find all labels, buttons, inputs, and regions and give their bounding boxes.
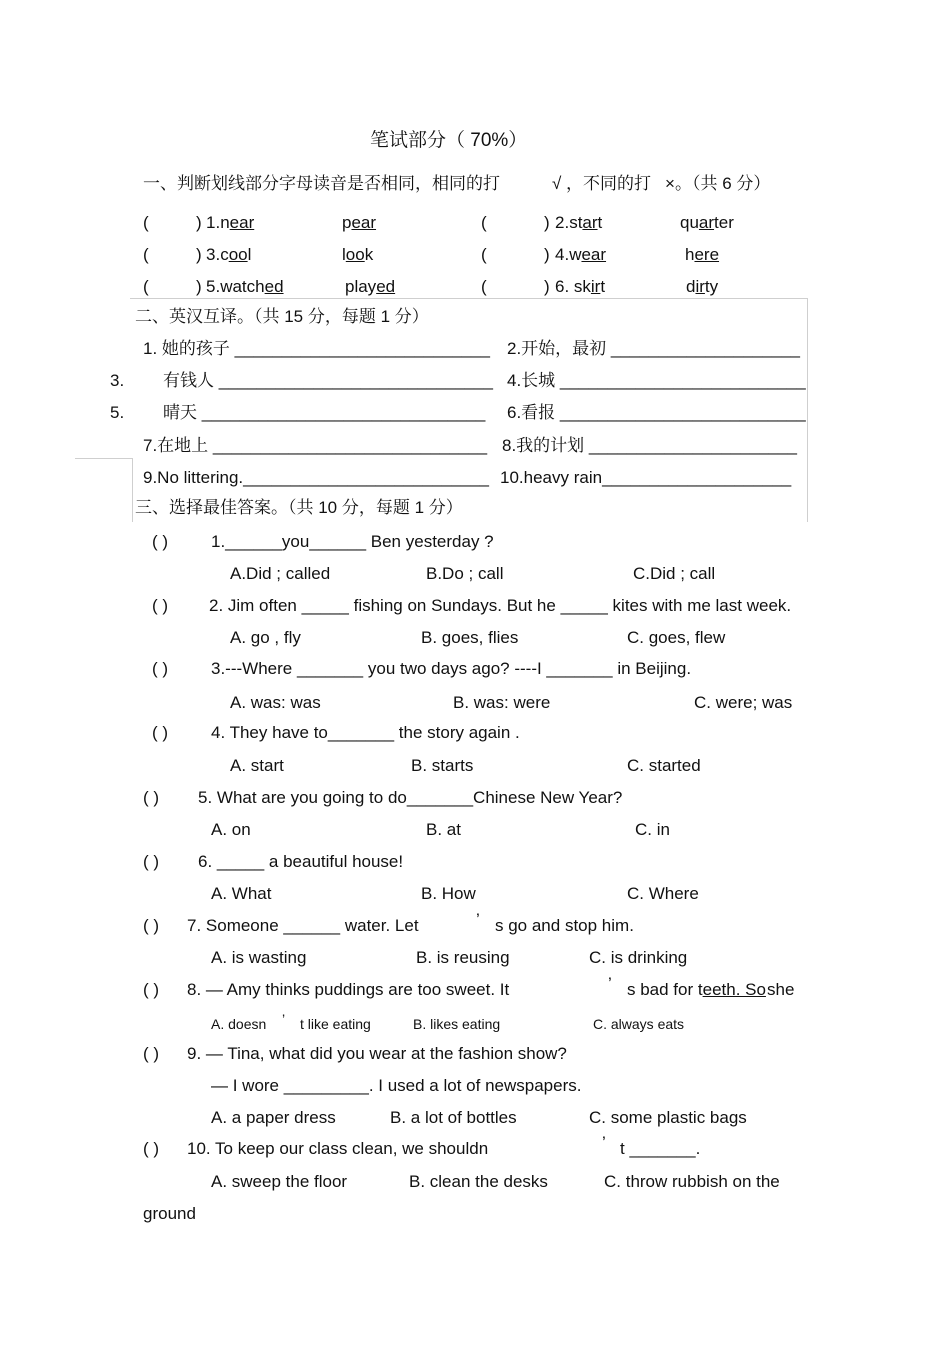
- q2-option-c[interactable]: C. goes, flew: [627, 628, 726, 647]
- q1-option-c[interactable]: C.Did ; call: [633, 564, 716, 583]
- item-3-word-a: 3.cool: [206, 245, 252, 264]
- q10-option-a[interactable]: A. sweep the floor: [211, 1172, 348, 1191]
- answer-paren[interactable]: (: [143, 213, 149, 232]
- answer-paren[interactable]: (: [481, 245, 487, 264]
- q4-option-a[interactable]: A. start: [230, 756, 284, 775]
- scan-line: [132, 458, 133, 522]
- answer-paren[interactable]: ( ): [143, 980, 160, 999]
- q9-option-b[interactable]: B. a lot of bottles: [390, 1108, 517, 1127]
- q4-option-b[interactable]: B. starts: [411, 756, 474, 775]
- scan-line: [75, 458, 133, 459]
- item-2-word-b: quarter: [680, 213, 734, 232]
- apostrophe: ’: [476, 910, 480, 929]
- question-10-cont: t _______.: [620, 1139, 701, 1158]
- translate-item-9[interactable]: 9.No littering.__________________________: [143, 468, 489, 487]
- question-9: 9. — Tina, what did you wear at the fashion show?: [187, 1044, 567, 1063]
- translate-item-2[interactable]: 2.开始，最初 ____________________: [507, 339, 800, 358]
- translate-item-10[interactable]: 10.heavy rain____________________: [500, 468, 792, 487]
- page-title: 笔试部分（ 70%）: [370, 130, 528, 151]
- q8-option-b[interactable]: B. likes eating: [413, 1016, 501, 1032]
- q8-option-a[interactable]: A. doesn: [211, 1016, 267, 1032]
- answer-paren[interactable]: ( ): [143, 1139, 160, 1158]
- answer-paren[interactable]: ( ): [143, 1044, 160, 1063]
- translate-item-7[interactable]: 7.在地上 _____________________________: [143, 436, 488, 455]
- q5-option-b[interactable]: B. at: [426, 820, 461, 839]
- q3-option-a[interactable]: A. was: was: [230, 693, 321, 712]
- apostrophe: ’: [602, 1133, 606, 1152]
- q3-option-c[interactable]: C. were; was: [694, 693, 793, 712]
- q1-option-a[interactable]: A.Did ; called: [230, 564, 331, 583]
- apostrophe: ’: [282, 1011, 286, 1027]
- answer-paren[interactable]: (: [143, 277, 149, 296]
- answer-paren[interactable]: ( ): [143, 852, 160, 871]
- q10-option-b[interactable]: B. clean the desks: [409, 1172, 548, 1191]
- question-5: 5. What are you going to do_______Chinese New Year?: [198, 788, 623, 807]
- answer-paren[interactable]: ( ): [152, 596, 169, 615]
- translate-item-3[interactable]: 有钱人 _____________________________: [163, 371, 493, 390]
- translate-item-3-num: 3.: [110, 371, 125, 390]
- q5-option-a[interactable]: A. on: [211, 820, 251, 839]
- q6-option-a[interactable]: A. What: [211, 884, 272, 903]
- question-8-cont: s bad for teeth. So: [627, 980, 766, 999]
- q9-option-a[interactable]: A. a paper dress: [211, 1108, 336, 1127]
- answer-paren[interactable]: (: [481, 277, 487, 296]
- answer-paren[interactable]: ( ): [152, 532, 169, 551]
- question-10: 10. To keep our class clean, we shouldn: [187, 1139, 489, 1158]
- question-8-overlap: she: [767, 980, 795, 999]
- translate-item-8[interactable]: 8.我的计划 ______________________: [502, 436, 797, 455]
- question-7: 7. Someone ______ water. Let: [187, 916, 419, 935]
- cross-mark: ×: [665, 174, 675, 193]
- q2-option-b[interactable]: B. goes, flies: [421, 628, 519, 647]
- item-2-word-a: 2.start: [555, 213, 603, 232]
- item-6-word-a: 6. skirt: [555, 277, 606, 296]
- item-3-word-b: look: [342, 245, 374, 264]
- translate-item-5-num: 5.: [110, 403, 125, 422]
- question-8: 8. — Amy thinks puddings are too sweet. It: [187, 980, 510, 999]
- q9-option-c[interactable]: C. some plastic bags: [589, 1108, 747, 1127]
- question-7-cont: s go and stop him.: [495, 916, 634, 935]
- item-1-word-a: 1.near: [206, 213, 255, 232]
- answer-paren[interactable]: ( ): [152, 723, 169, 742]
- question-3: 3.---Where _______ you two days ago? ----I _______ in Beijing.: [211, 659, 692, 678]
- q6-option-c[interactable]: C. Where: [627, 884, 699, 903]
- q6-option-b[interactable]: B. How: [421, 884, 476, 903]
- scan-line: [807, 298, 808, 522]
- translate-item-4[interactable]: 4.长城 __________________________: [507, 371, 806, 390]
- q2-option-a[interactable]: A. go , fly: [230, 628, 301, 647]
- q1-option-b[interactable]: B.Do ; call: [426, 564, 504, 583]
- translate-item-6[interactable]: 6.看报 __________________________: [507, 403, 806, 422]
- scan-line: [130, 298, 808, 299]
- item-1-word-b: pear: [342, 213, 377, 232]
- answer-paren[interactable]: ( ): [143, 916, 160, 935]
- translate-item-1[interactable]: 1. 她的孩子 ___________________________: [143, 339, 490, 358]
- q7-option-a[interactable]: A. is wasting: [211, 948, 307, 967]
- q7-option-b[interactable]: B. is reusing: [416, 948, 510, 967]
- check-mark: √: [552, 174, 562, 193]
- answer-paren[interactable]: (: [143, 245, 149, 264]
- answer-paren[interactable]: ( ): [143, 788, 160, 807]
- answer-paren[interactable]: ( ): [152, 659, 169, 678]
- q7-option-c[interactable]: C. is drinking: [589, 948, 688, 967]
- question-4: 4. They have to_______ the story again .: [211, 723, 520, 742]
- q3-option-b[interactable]: B. was: were: [453, 693, 551, 712]
- q10-option-c[interactable]: C. throw rubbish on the: [604, 1172, 780, 1191]
- section2-heading: 二、英汉互译。（共 15 分，每题 1 分）: [135, 307, 429, 326]
- item-5-word-a: 5.watched: [206, 277, 284, 296]
- question-1: 1.______you______ Ben yesterday ?: [211, 532, 494, 551]
- apostrophe: ’: [608, 974, 612, 993]
- answer-paren[interactable]: (: [481, 213, 487, 232]
- item-6-word-b: dirty: [686, 277, 719, 296]
- item-4-word-a: 4.wear: [555, 245, 607, 264]
- q5-option-c[interactable]: C. in: [635, 820, 670, 839]
- q10-option-c-wrap: ground: [143, 1204, 196, 1223]
- section3-heading: 三、选择最佳答案。（共 10 分，每题 1 分）: [135, 498, 463, 517]
- translate-item-5[interactable]: 晴天 ______________________________: [163, 403, 486, 422]
- q8-option-c[interactable]: C. always eats: [593, 1016, 685, 1032]
- question-9-line2: — I wore _________. I used a lot of newspapers.: [211, 1076, 582, 1095]
- question-6: 6. _____ a beautiful house!: [198, 852, 404, 871]
- item-5-word-b: played: [345, 277, 396, 296]
- question-2: 2. Jim often _____ fishing on Sundays. But he _____ kites with me last week.: [209, 596, 792, 615]
- q8-option-a-cont: t like eating: [300, 1016, 371, 1032]
- q4-option-c[interactable]: C. started: [627, 756, 701, 775]
- item-4-word-b: here: [685, 245, 720, 264]
